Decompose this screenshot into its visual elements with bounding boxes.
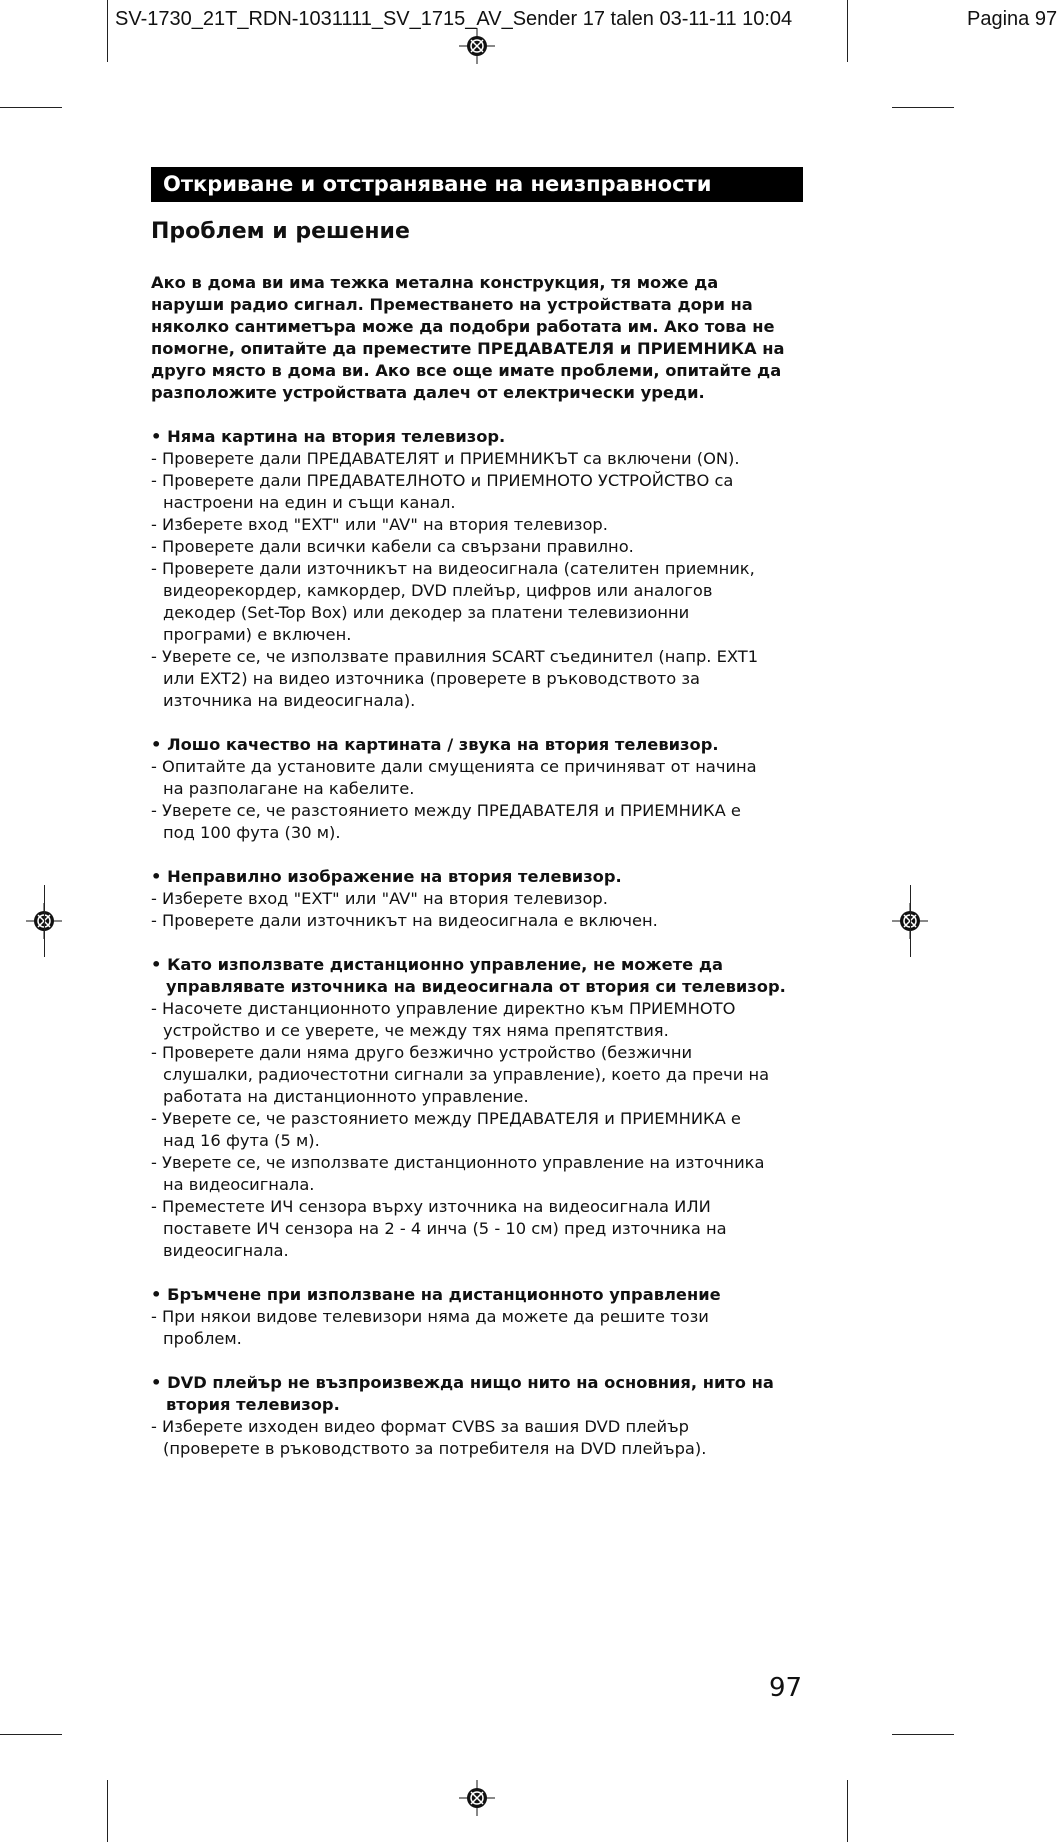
solution-line: - Изберете вход "EXT" или "AV" на втория телевизор. <box>151 889 608 908</box>
registration-mark-icon <box>459 1780 495 1816</box>
solution-line: - Проверете дали ПРЕДАВАТЕЛНОТО и ПРИЕМНОТО УСТРОЙСТВО са <box>151 471 734 490</box>
solution-line: - Изберете вход "EXT" или "AV" на втория телевизор. <box>151 515 608 534</box>
solution-line: видеосигнала. <box>163 1241 289 1260</box>
solution-line: декодер (Set-Top Box) или декодер за платени телевизионни <box>163 603 690 622</box>
solution-line: проблем. <box>163 1329 242 1348</box>
page-number: 97 <box>769 1673 803 1703</box>
crop-mark <box>0 1734 62 1735</box>
intro-line: разположите устройствата далеч от електрически уреди. <box>151 383 705 402</box>
solution-line: - Проверете дали източникът на видеосигнала е включен. <box>151 911 658 930</box>
section-subtitle: Проблем и решение <box>151 219 410 244</box>
crop-mark <box>847 0 848 62</box>
solution-line: устройство и се уверете, че между тях няма препятствия. <box>163 1021 669 1040</box>
intro-line: друго място в дома ви. Ако все още имате проблеми, опитайте да <box>151 361 782 380</box>
crop-mark <box>847 1780 848 1842</box>
problem-section <box>151 734 811 844</box>
problem-heading: втория телевизор. <box>166 1395 340 1414</box>
solution-line: слушалки, радиочестотни сигнали за управление), което да пречи на <box>163 1065 770 1084</box>
solution-line: - Проверете дали източникът на видеосигнала (сателитен приемник, <box>151 559 755 578</box>
crop-mark <box>107 1780 108 1842</box>
problem-section <box>151 1284 811 1350</box>
problem-heading: • Лошо качество на картината / звука на втория телевизор. <box>151 735 719 754</box>
problem-section <box>151 1372 811 1460</box>
solution-line: - Проверете дали няма друго безжично устройство (безжични <box>151 1043 693 1062</box>
solution-line: настроени на един и същи канал. <box>163 493 456 512</box>
intro-line: помогне, опитайте да преместите ПРЕДАВАТЕЛЯ и ПРИЕМНИКА на <box>151 339 785 358</box>
solution-line: - Преместете ИЧ сензора върху източника на видеосигнала ИЛИ <box>151 1197 711 1216</box>
intro-paragraph <box>151 272 811 404</box>
solution-line: (проверете в ръководството за потребителя на DVD плейъра). <box>163 1439 707 1458</box>
intro-line: няколко сантиметъра може да подобри работата им. Ако това не <box>151 317 775 336</box>
solution-line: - Опитайте да установите дали смущенията се причиняват от начина <box>151 757 757 776</box>
crop-mark <box>0 107 62 108</box>
problem-heading: • Неправилно изображение на втория телевизор. <box>151 867 622 886</box>
problem-heading: • Като използвате дистанционно управление, не можете да <box>151 955 723 974</box>
solution-line: - Уверете се, че използвате правилния SCART съединител (напр. EXT1 <box>151 647 759 666</box>
intro-line: Ако в дома ви има тежка метална конструкция, тя може да <box>151 273 719 292</box>
solution-line: под 100 фута (30 м). <box>163 823 341 842</box>
registration-line <box>44 885 45 957</box>
solution-line: - Уверете се, че разстоянието между ПРЕДАВАТЕЛЯ и ПРИЕМНИКА е <box>151 1109 741 1128</box>
page-title: Откриване и отстраняване на неизправности <box>151 167 803 202</box>
problem-section <box>151 954 811 1262</box>
solution-line: - Проверете дали всички кабели са свързани правилно. <box>151 537 634 556</box>
solution-line: програми) е включен. <box>163 625 352 644</box>
solution-line: източника на видеосигнала). <box>163 691 416 710</box>
solution-line: работата на дистанционното управление. <box>163 1087 529 1106</box>
solution-line: видеорекордер, камкордер, DVD плейър, цифров или аналогов <box>163 581 713 600</box>
main-content <box>151 272 811 1460</box>
problem-section <box>151 866 811 932</box>
solution-line: - Насочете дистанционното управление директно към ПРИЕМНОТО <box>151 999 736 1018</box>
solution-line: поставете ИЧ сензора на 2 - 4 инча (5 - 10 см) пред източника на <box>163 1219 727 1238</box>
print-slug <box>107 0 1057 40</box>
solution-line: или EXT2) на видео източника (проверете в ръководството за <box>163 669 701 688</box>
solution-line: - Проверете дали ПРЕДАВАТЕЛЯТ и ПРИЕМНИКЪТ са включени (ON). <box>151 449 740 468</box>
crop-mark <box>892 107 954 108</box>
slug-page: Pagina 97 <box>967 8 1057 30</box>
problem-heading: • DVD плейър не възпроизвежда нищо нито на основния, нито на <box>151 1373 774 1392</box>
solution-line: - Уверете се, че използвате дистанционното управление на източника <box>151 1153 765 1172</box>
crop-mark <box>892 1734 954 1735</box>
registration-line <box>910 885 911 957</box>
solution-line: - При някои видове телевизори няма да можете да решите този <box>151 1307 709 1326</box>
solution-line: на видеосигнала. <box>163 1175 315 1194</box>
slug-filename: SV-1730_21T_RDN-1031111_SV_1715_AV_Sender 17 talen 03-11-11 10:04 <box>115 8 793 30</box>
intro-line: наруши радио сигнал. Преместването на устройствата дори на <box>151 295 753 314</box>
problem-heading: • Бръмчене при използване на дистанционното управление <box>151 1285 721 1304</box>
solution-line: на разполагане на кабелите. <box>163 779 415 798</box>
problem-heading: управлявате източника на видеосигнала от втория си телевизор. <box>166 977 786 996</box>
solution-line: над 16 фута (5 м). <box>163 1131 320 1150</box>
solution-line: - Уверете се, че разстоянието между ПРЕДАВАТЕЛЯ и ПРИЕМНИКА е <box>151 801 741 820</box>
problem-heading: • Няма картина на втория телевизор. <box>151 427 506 446</box>
crop-mark <box>107 0 108 62</box>
problem-section <box>151 426 811 712</box>
solution-line: - Изберете изходен видео формат CVBS за вашия DVD плейър <box>151 1417 689 1436</box>
registration-mark-icon <box>459 28 495 64</box>
